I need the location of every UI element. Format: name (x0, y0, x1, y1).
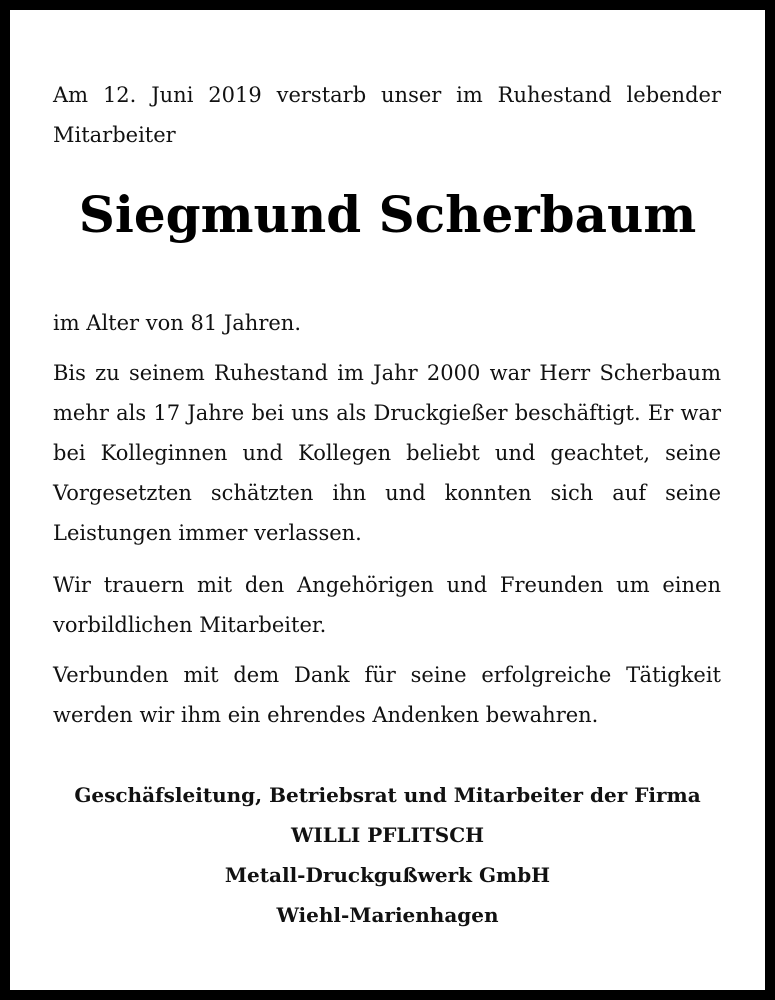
company-location: Wiehl-Marienhagen (276, 903, 499, 927)
signature-line: Geschäfsleitung, Betriebsrat und Mitarbeiter der Firma (74, 783, 701, 807)
mourning-paragraph: Wir trauern mit den Angehörigen und Freunden um einen vorbildlichen Mitarbeiter. (53, 573, 721, 637)
age-text: im Alter von 81 Jahren. (53, 311, 302, 335)
intro-text: Am 12. Juni 2019 verstarb unser im Ruhestand lebender Mitarbeiter (53, 83, 721, 147)
company-name: WILLI PFLITSCH (290, 823, 485, 847)
career-paragraph: Bis zu seinem Ruhestand im Jahr 2000 war Herr Scherbaum mehr als 17 Jahre bei uns als Druckgießer beschäftigt. Er war bei Kolleginnen und Kollegen beliebt und geachtet, seine Vorgesetzten schätzten ihn und konnten sich auf seine Leistungen immer verlassen. (53, 361, 721, 545)
deceased-name: Siegmund Scherbaum (78, 185, 697, 244)
thanks-paragraph: Verbunden mit dem Dank für seine erfolgreiche Tätigkeit werden wir ihm ein ehrendes Andenken bewahren. (53, 663, 721, 727)
company-type: Metall-Druckgußwerk GmbH (224, 863, 551, 887)
